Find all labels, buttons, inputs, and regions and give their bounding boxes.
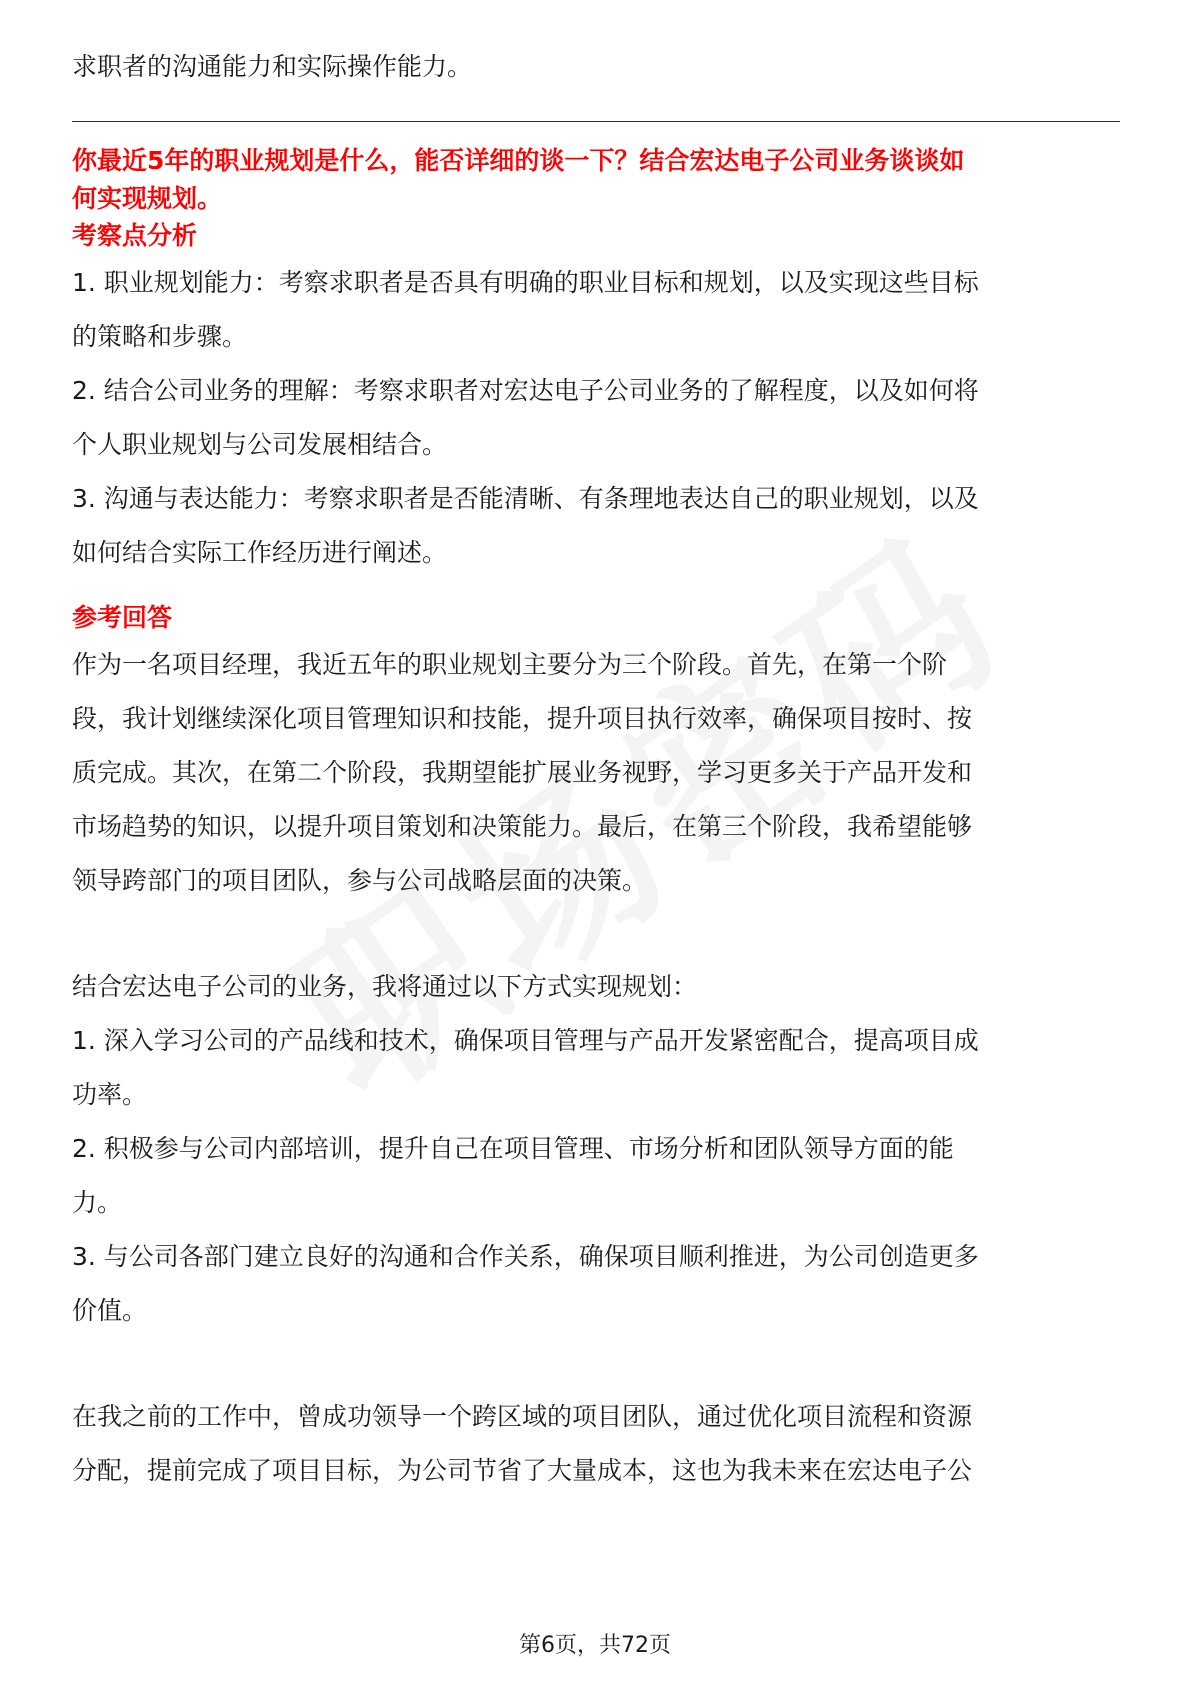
answer-line: 市场趋势的知识，以提升项目策划和决策能力。最后，在第三个阶段，我希望能够: [72, 812, 973, 841]
answer-paragraph-2: [72, 960, 1120, 1338]
analysis-line: 如何结合实际工作经历进行阐述。: [72, 538, 448, 567]
divider: [72, 121, 1120, 122]
answer-line: 价值。: [72, 1296, 148, 1325]
analysis-line: 的策略和步骤。: [72, 322, 248, 351]
continuation-line: 求职者的沟通能力和实际操作能力。: [72, 52, 473, 81]
answer-line: 段，我计划继续深化项目管理知识和技能，提升项目执行效率，确保项目按时、按: [72, 704, 973, 733]
analysis-line: 1. 职业规划能力：考察求职者是否具有明确的职业目标和规划，以及实现这些目标: [72, 268, 979, 297]
page-number: 第6页，共72页: [519, 1633, 671, 1658]
answer-line: 3. 与公司各部门建立良好的沟通和合作关系，确保项目顺利推进，为公司创造更多: [72, 1242, 979, 1271]
analysis-line: 3. 沟通与表达能力：考察求职者是否能清晰、有条理地表达自己的职业规划，以及: [72, 484, 979, 513]
analysis-heading: 考察点分析: [72, 221, 198, 250]
answer-line: 分配，提前完成了项目目标，为公司节省了大量成本，这也为我未来在宏达电子公: [72, 1456, 973, 1485]
interview-question: [72, 142, 1120, 218]
question-line: 你最近5年的职业规划是什么，能否详细的谈一下？结合宏达电子公司业务谈谈如: [72, 146, 965, 175]
answer-line: 1. 深入学习公司的产品线和技术，确保项目管理与产品开发紧密配合，提高项目成: [72, 1026, 979, 1055]
answer-line: 作为一名项目经理，我近五年的职业规划主要分为三个阶段。首先，在第一个阶: [72, 650, 948, 679]
answer-line: 功率。: [72, 1080, 148, 1109]
analysis-line: 个人职业规划与公司发展相结合。: [72, 430, 448, 459]
analysis-line: 2. 结合公司业务的理解：考察求职者对宏达电子公司业务的了解程度，以及如何将: [72, 376, 979, 405]
answer-heading: 参考回答: [72, 603, 173, 632]
continuation-text: [72, 38, 1120, 95]
answer-paragraph-3: [72, 1390, 1120, 1498]
answer-line: 结合宏达电子公司的业务，我将通过以下方式实现规划：: [72, 972, 698, 1001]
answer-line: 在我之前的工作中，曾成功领导一个跨区域的项目团队，通过优化项目流程和资源: [72, 1402, 973, 1431]
answer-line: 力。: [72, 1188, 123, 1217]
analysis-body: [72, 256, 1120, 580]
question-line: 何实现规划。: [72, 184, 223, 213]
answer-paragraph-1: [72, 638, 1120, 908]
answer-line: 2. 积极参与公司内部培训，提升自己在项目管理、市场分析和团队领导方面的能: [72, 1134, 954, 1163]
answer-line: 领导跨部门的项目团队，参与公司战略层面的决策。: [72, 866, 648, 895]
answer-line: 质完成。其次，在第二个阶段，我期望能扩展业务视野，学习更多关于产品开发和: [72, 758, 973, 787]
